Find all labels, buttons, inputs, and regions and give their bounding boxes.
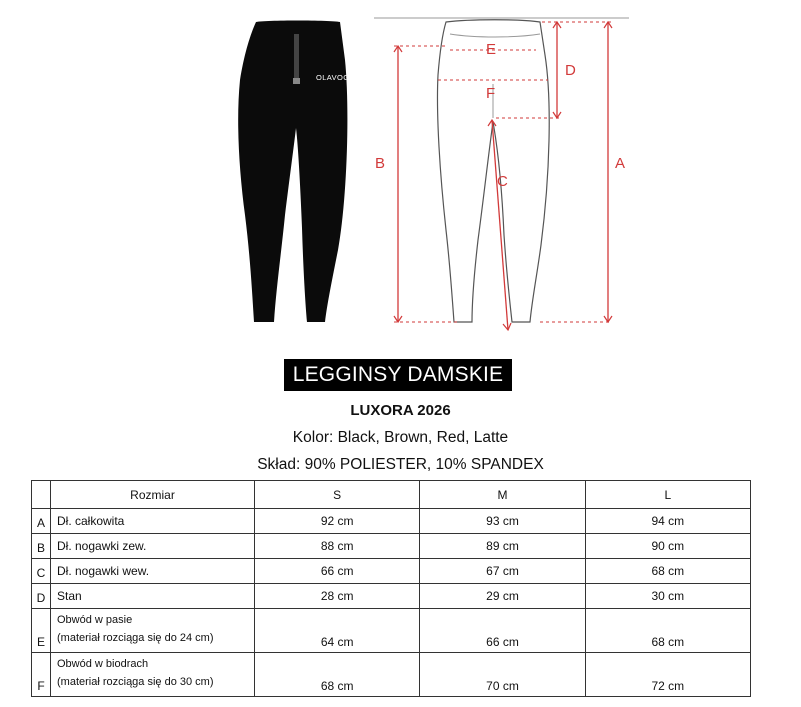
row-value: 64 cm — [255, 609, 420, 653]
row-label-main: Obwód w biodrach — [57, 658, 149, 670]
table-row — [32, 584, 751, 609]
row-value: 68 cm — [585, 559, 750, 584]
row-label-note: (materiał rozciąga się do 30 cm) — [57, 676, 214, 688]
header-size-m: M — [420, 481, 585, 509]
row-value: 30 cm — [585, 584, 750, 609]
row-value: 66 cm — [255, 559, 420, 584]
leggings-illustrations — [0, 0, 801, 345]
row-label — [51, 653, 255, 697]
row-letter: B — [32, 534, 51, 559]
row-value: 67 cm — [420, 559, 585, 584]
row-value: 93 cm — [420, 509, 585, 534]
row-letter: A — [32, 509, 51, 534]
table-row — [32, 534, 751, 559]
table-row — [32, 653, 751, 697]
label-e: E — [486, 41, 497, 58]
header-empty-cell — [32, 481, 51, 509]
label-a: A — [615, 155, 626, 172]
row-label — [51, 609, 255, 653]
row-value: 70 cm — [420, 653, 585, 697]
row-value: 92 cm — [255, 509, 420, 534]
product-title: LEGGINSY DAMSKIE — [284, 359, 512, 391]
row-value: 94 cm — [585, 509, 750, 534]
row-letter: F — [32, 653, 51, 697]
product-composition: Skład: 90% POLIESTER, 10% SPANDEX — [257, 456, 544, 473]
row-value: 68 cm — [585, 609, 750, 653]
product-model: LUXORA 2026 — [350, 402, 451, 419]
row-value: 88 cm — [255, 534, 420, 559]
logo-text: OLAVOGA — [316, 73, 355, 82]
row-value: 29 cm — [420, 584, 585, 609]
leggings-photo — [238, 21, 355, 323]
table-row — [32, 509, 751, 534]
table-row — [32, 559, 751, 584]
row-value: 72 cm — [585, 653, 750, 697]
label-c: C — [497, 173, 508, 190]
header-size-l: L — [585, 481, 750, 509]
row-letter: C — [32, 559, 51, 584]
product-figure — [0, 0, 801, 345]
row-label: Dł. całkowita — [51, 509, 255, 534]
row-value: 28 cm — [255, 584, 420, 609]
row-value: 68 cm — [255, 653, 420, 697]
label-b: B — [375, 155, 386, 172]
product-colors: Kolor: Black, Brown, Red, Latte — [292, 429, 509, 446]
header-size-s: S — [255, 481, 420, 509]
row-value: 66 cm — [420, 609, 585, 653]
table-header-row — [32, 481, 751, 509]
size-diagram — [374, 18, 629, 330]
row-letter: E — [32, 609, 51, 653]
row-letter: D — [32, 584, 51, 609]
row-value: 90 cm — [585, 534, 750, 559]
row-label-note: (materiał rozciąga się do 24 cm) — [57, 632, 214, 644]
label-f: F — [486, 85, 496, 102]
row-label: Dł. nogawki zew. — [51, 534, 255, 559]
row-label-main: Obwód w pasie — [57, 614, 133, 626]
header-size-label: Rozmiar — [51, 481, 255, 509]
row-value: 89 cm — [420, 534, 585, 559]
table-row — [32, 609, 751, 653]
size-table — [31, 480, 751, 697]
row-label: Dł. nogawki wew. — [51, 559, 255, 584]
label-d: D — [565, 62, 576, 79]
row-label: Stan — [51, 584, 255, 609]
